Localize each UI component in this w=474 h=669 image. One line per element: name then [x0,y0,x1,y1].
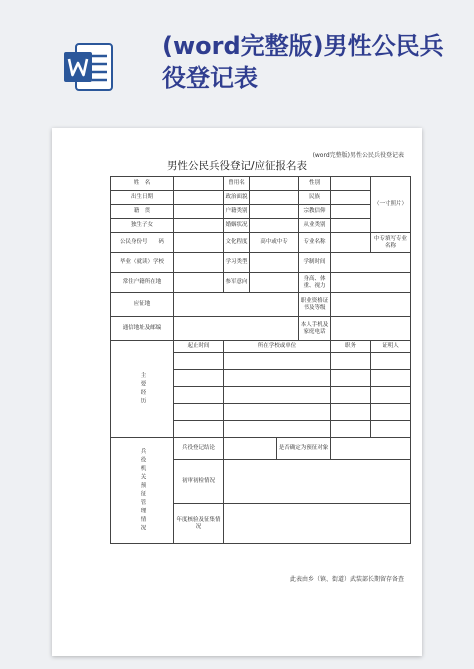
resume-cell[interactable] [371,370,411,387]
label-annual-check: 年度核验及征集情况 [174,504,224,544]
label-religion: 宗教信仰 [299,205,331,219]
resume-cell[interactable] [224,421,331,438]
label-hs-grad-year: 高中或中专 [250,233,299,253]
label-household-type: 户籍类别 [224,205,250,219]
value-schooling-length[interactable] [331,253,411,273]
label-cert: 职业资格证书及等级 [299,293,331,317]
resume-cell[interactable] [371,404,411,421]
label-education: 文化程度 [224,233,250,253]
label-marital: 婚姻状况 [224,219,250,233]
value-annual-check[interactable] [224,504,411,544]
value-study-type[interactable] [250,253,299,273]
value-native-place[interactable] [174,205,224,219]
resume-cell[interactable] [174,370,224,387]
value-occupation[interactable] [331,219,371,233]
label-name: 姓 名 [111,177,174,191]
value-gender[interactable] [331,177,371,191]
banner-title: (word完整版)男性公民兵役登记表 [162,32,444,92]
resume-cell[interactable] [224,353,331,370]
value-used-name[interactable] [250,177,299,191]
header-period: 起止时间 [174,341,224,353]
registration-form [110,176,411,544]
label-used-name: 曾用名 [224,177,250,191]
review-label-text: 兵役机关预征管理情况 [139,448,146,533]
label-physique: 身高、体重、视力 [299,273,331,293]
resume-cell[interactable] [174,353,224,370]
banner [0,0,474,112]
photo-box: （一寸照片） [371,177,411,233]
label-only-child: 独生子女 [111,219,174,233]
resume-cell[interactable] [174,421,224,438]
resume-cell[interactable] [331,370,371,387]
value-residence[interactable] [174,273,224,293]
value-ethnicity[interactable] [331,191,371,205]
form-title: 男性公民兵役登记/应征报名表 [166,160,308,172]
resume-cell[interactable] [224,387,331,404]
resume-cell[interactable] [331,421,371,438]
resume-cell[interactable] [371,421,411,438]
label-resume [111,341,174,438]
value-birth-date[interactable] [174,191,224,205]
label-enlist-intent: 参军意向 [224,273,250,293]
resume-cell[interactable] [371,353,411,370]
value-name[interactable] [174,177,224,191]
value-id-number[interactable] [174,233,224,253]
label-birth-date: 出生日期 [111,191,174,205]
value-school[interactable] [174,253,224,273]
value-enlist-intent[interactable] [250,273,299,293]
label-mailing-address: 通信地址及邮编 [111,317,174,341]
header-org: 所在学校或单位 [224,341,331,353]
label-ethnicity: 民族 [299,191,331,205]
value-marital[interactable] [250,219,299,233]
value-major[interactable] [331,233,371,253]
value-pre-target[interactable] [331,438,411,460]
resume-cell[interactable] [331,404,371,421]
label-schooling-length: 学制时间 [299,253,331,273]
document-page [52,128,422,656]
label-vocational-major: 中专填写专业名称 [371,233,411,253]
label-native-place: 籍 贯 [111,205,174,219]
label-study-type: 学习类型 [224,253,250,273]
label-political: 政治面貌 [224,191,250,205]
resume-cell[interactable] [224,370,331,387]
value-religion[interactable] [331,205,371,219]
value-only-child[interactable] [174,219,224,233]
resume-cell[interactable] [331,353,371,370]
value-current-address[interactable] [174,293,299,317]
value-political[interactable] [250,191,299,205]
value-household-type[interactable] [250,205,299,219]
header-witness: 证明人 [371,341,411,353]
value-cert[interactable] [331,293,411,317]
resume-cell[interactable] [174,404,224,421]
label-gender: 性别 [299,177,331,191]
label-initial-check: 初审初检情况 [174,460,224,504]
resume-cell[interactable] [331,387,371,404]
resume-cell[interactable] [371,387,411,404]
value-physique[interactable] [331,273,411,293]
label-phone: 本人手机及家庭电话 [299,317,331,341]
footer-note: 此表由乡（镇、街道）武装部长期留存备查 [289,576,404,583]
resume-label-text: 主要经历 [139,372,146,406]
label-residence: 常住户籍所在地 [111,273,174,293]
label-current-address: 应征地 [111,293,174,317]
label-major: 专业名称 [299,233,331,253]
label-occupation: 从业类别 [299,219,331,233]
resume-cell[interactable] [224,404,331,421]
resume-cell[interactable] [174,387,224,404]
header-position: 职务 [331,341,371,353]
value-mailing-address[interactable] [174,317,299,341]
label-school: 毕业（就读）学校 [111,253,174,273]
label-review [111,438,174,544]
label-id-number: 公民身份号 码 [111,233,174,253]
value-conclusion[interactable] [224,438,277,460]
label-pre-target: 是否确定为预征对象 [277,438,331,460]
value-phone[interactable] [331,317,411,341]
value-initial-check[interactable] [224,460,411,504]
header-note: (word完整版)男性公民兵役登记表 [312,152,404,159]
word-icon [62,40,116,94]
label-conclusion: 兵役登记结论 [174,438,224,460]
